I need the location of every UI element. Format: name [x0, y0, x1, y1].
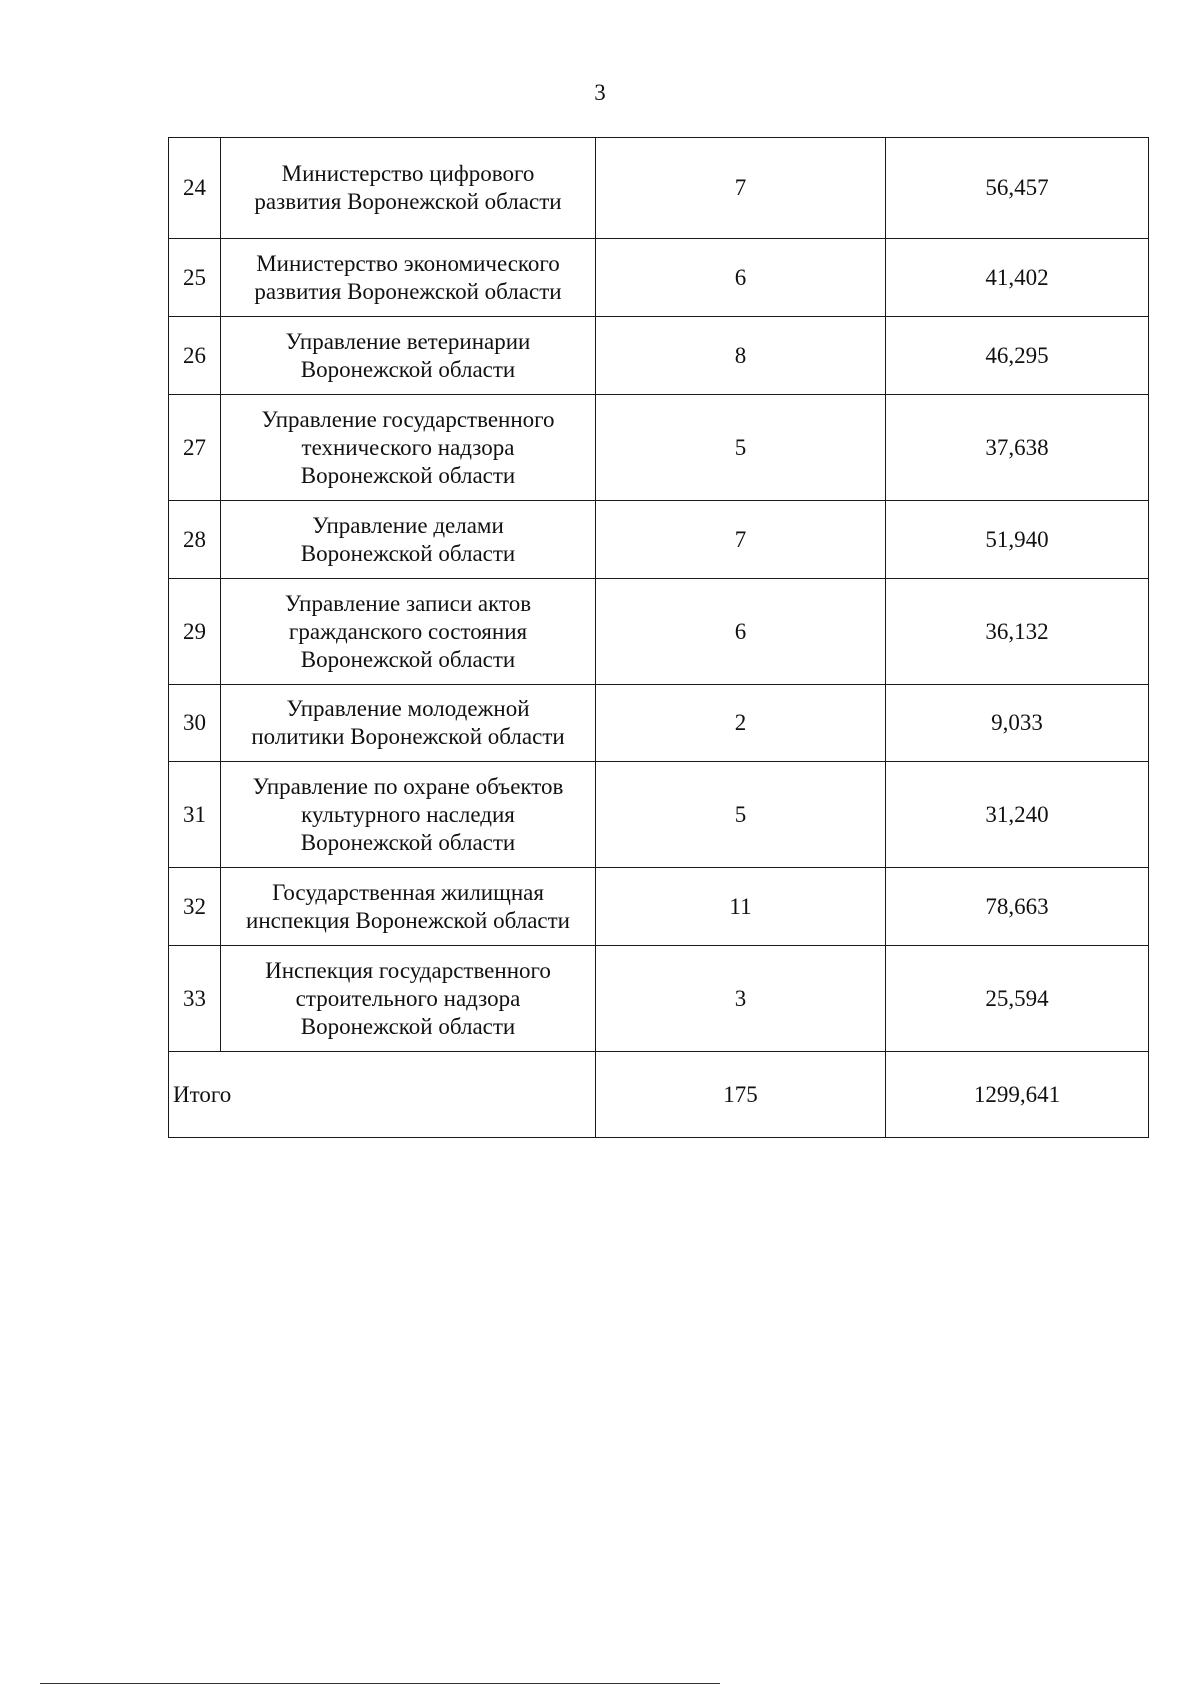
- organization-name: [221, 501, 596, 579]
- total-label: Итого: [169, 1052, 596, 1138]
- name-line: Воронежской области: [300, 829, 516, 855]
- organization-name: [221, 579, 596, 685]
- sum-cell: 78,663: [886, 868, 1149, 946]
- name-line: технического надзора: [301, 434, 515, 460]
- row-number: 25: [169, 239, 221, 317]
- sum-cell: 9,033: [886, 685, 1149, 762]
- row-number: 24: [169, 138, 221, 239]
- organization-name: [221, 762, 596, 868]
- budget-table: [168, 137, 1149, 1138]
- name-line: Воронежской области: [300, 1013, 516, 1039]
- name-line: инспекция Воронежской области: [246, 907, 570, 933]
- name-line: Инспекция государственного: [265, 957, 551, 983]
- row-number: 30: [169, 685, 221, 762]
- name-line: строительного надзора: [295, 985, 521, 1011]
- row-number: 32: [169, 868, 221, 946]
- table-row: [169, 762, 1149, 868]
- row-number: 27: [169, 395, 221, 501]
- count-cell: 6: [596, 239, 886, 317]
- table-row: [169, 138, 1149, 239]
- name-line: гражданского состояния: [288, 618, 528, 644]
- row-number: 31: [169, 762, 221, 868]
- total-sum: 1299,641: [886, 1052, 1149, 1138]
- sum-cell: 51,940: [886, 501, 1149, 579]
- count-cell: 6: [596, 579, 886, 685]
- table-row: [169, 317, 1149, 395]
- page-bottom-rule: [40, 1683, 720, 1684]
- name-line: Управление по охране объектов: [252, 773, 564, 799]
- name-line: культурного наследия: [301, 801, 515, 827]
- count-cell: 7: [596, 501, 886, 579]
- name-line: Государственная жилищная: [272, 879, 544, 905]
- name-line: развития Воронежской области: [254, 278, 562, 304]
- name-line: Управление записи актов: [284, 590, 532, 616]
- sum-cell: 25,594: [886, 946, 1149, 1052]
- organization-name: [221, 946, 596, 1052]
- name-line: Управление делами: [312, 512, 504, 538]
- table-row: [169, 239, 1149, 317]
- organization-name: [221, 868, 596, 946]
- count-cell: 5: [596, 395, 886, 501]
- sum-cell: 37,638: [886, 395, 1149, 501]
- name-line: Воронежской области: [300, 462, 516, 488]
- table-row: [169, 395, 1149, 501]
- name-line: Управление ветеринарии: [285, 328, 531, 354]
- sum-cell: 31,240: [886, 762, 1149, 868]
- name-line: Воронежской области: [300, 646, 516, 672]
- sum-cell: 36,132: [886, 579, 1149, 685]
- name-line: политики Воронежской области: [251, 724, 565, 749]
- table-row: [169, 501, 1149, 579]
- name-line: Управление государственного: [261, 406, 555, 432]
- count-cell: 5: [596, 762, 886, 868]
- total-count: 175: [596, 1052, 886, 1138]
- organization-name: [221, 395, 596, 501]
- organization-name: [221, 239, 596, 317]
- row-number: 28: [169, 501, 221, 579]
- table-row: [169, 579, 1149, 685]
- table-row: [169, 685, 1149, 762]
- row-number: 29: [169, 579, 221, 685]
- sum-cell: 56,457: [886, 138, 1149, 239]
- name-line: Министерство экономического: [256, 250, 560, 276]
- sum-cell: 46,295: [886, 317, 1149, 395]
- name-line: Министерство цифрового: [281, 161, 535, 186]
- name-line: Воронежской области: [300, 356, 516, 382]
- name-line: Управление молодежной: [286, 696, 530, 721]
- row-number: 26: [169, 317, 221, 395]
- page-number: 3: [594, 80, 606, 105]
- table-row: [169, 946, 1149, 1052]
- organization-name: [221, 317, 596, 395]
- table-row: [169, 868, 1149, 946]
- row-number: 33: [169, 946, 221, 1052]
- count-cell: 2: [596, 685, 886, 762]
- organization-name: [221, 138, 596, 239]
- count-cell: 7: [596, 138, 886, 239]
- name-line: Воронежской области: [300, 540, 516, 566]
- organization-name: [221, 685, 596, 762]
- name-line: развития Воронежской области: [254, 189, 562, 214]
- count-cell: 11: [596, 868, 886, 946]
- count-cell: 3: [596, 946, 886, 1052]
- count-cell: 8: [596, 317, 886, 395]
- sum-cell: 41,402: [886, 239, 1149, 317]
- total-row: [169, 1052, 1149, 1138]
